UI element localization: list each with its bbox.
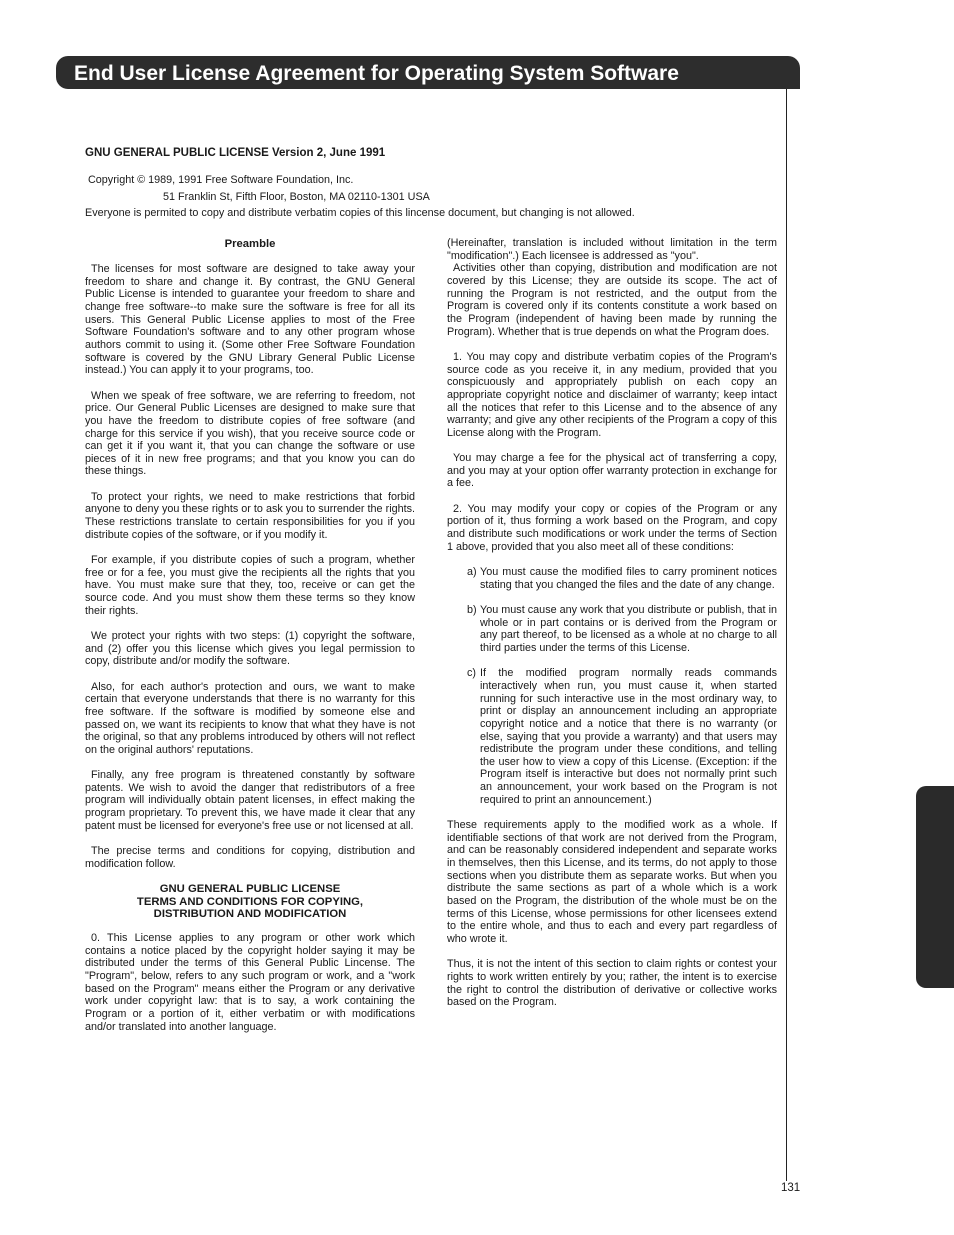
preamble-paragraph: For example, if you distribute copies of such a program, whether free or for a fee, you must give the recipients all the rights that you have. You must make sure that they, too, receive or can get the source code. And you must show them these terms so they know their rights. bbox=[85, 554, 415, 617]
terms-heading-line: GNU GENERAL PUBLIC LICENSE bbox=[159, 883, 341, 896]
preamble-paragraph: We protect your rights with two steps: (1) copyright the software, and (2) offer you this license which gives you legal permission to copy, distribute and/or modify the software. bbox=[85, 629, 415, 668]
section-2: 2. You may modify your copy or copies of the Program or any portion of it, thus forming a work based on the Program, and copy and distribute such modifications or work under the terms of Section 1 above, provided that you also meet all of these conditions: bbox=[447, 502, 777, 553]
preamble-paragraph: The precise terms and conditions for copying, distribution and modification follow. bbox=[85, 845, 415, 870]
condition-item bbox=[467, 604, 777, 655]
preamble-paragraph: When we speak of free software, we are referring to freedom, not price. Our General Public Licenses are designed to make sure that you have the freedom to distribute copies of free software (and charge for this service if you wish), that you receive source code or can get it if you want it, that you can change the software or use pieces of it in new free programs; and that you know you can do these things. bbox=[85, 389, 415, 478]
license-title: GNU GENERAL PUBLIC LICENSE Version 2, June 1991 bbox=[85, 147, 386, 159]
document-header bbox=[85, 146, 775, 221]
item-marker: a) bbox=[467, 566, 477, 578]
terms-heading bbox=[85, 883, 415, 921]
intent-paragraph: Thus, it is not the intent of this section to claim rights or contest your rights to work written entirely by you; rather, the intent is to exercise the right to control the distribution of derivative or collective works based on the Program. bbox=[447, 958, 777, 1009]
preamble-heading: Preamble bbox=[224, 238, 276, 250]
item-text: You must cause any work that you distribute or publish, that in whole or in part contains or is derived from the Program or any part thereof, to be licensed as a whole at no charge to all third parties under the terms of this License. bbox=[480, 603, 777, 654]
condition-item bbox=[467, 667, 777, 806]
page-title: End User License Agreement for Operating System Software bbox=[74, 62, 679, 85]
preamble-paragraph: Finally, any free program is threatened constantly by software patents. We wish to avoid the danger that redistributors of a free program will individually obtain patent licenses, in effect making the program proprietary. To prevent this, we have made it clear that any patent must be licensed for everyone's free use or not licensed at all. bbox=[85, 769, 415, 832]
item-marker: b) bbox=[467, 603, 477, 616]
fee-paragraph: You may charge a fee for the physical act of transferring a copy, and you may at your option offer warranty protection in exchange for a fee. bbox=[447, 452, 777, 490]
preamble-paragraph: Also, for each author's protection and ours, we want to make certain that everyone understands that there is no warranty for this free software. If the software is modified by someone else and passed on, we want its recipients to know that what they have is not the original, so that any problems introduced by others will not reflect on the original authors' reputations. bbox=[85, 680, 415, 756]
terms-heading-line: TERMS AND CONDITIONS FOR COPYING, bbox=[136, 895, 364, 908]
item-marker: c) bbox=[467, 667, 476, 680]
continued-paragraph: (Hereinafter, translation is included without limitation in the term "modification".) Each licensee is addressed as "you". bbox=[447, 237, 777, 262]
right-column bbox=[447, 237, 777, 1022]
left-column bbox=[85, 237, 415, 1046]
item-text: If the modified program normally reads commands interactively when run, you must cause it, when started running for such interactive use in the most ordinary way, to print or display an announcement including an appropriate copyright notice and a notice that there is no warranty (or else, saying that you provide a warranty) and that users may redistribute the program under these conditions, and telling the user how to view a copy of this License. (Exception: if the Program itself is interactive but does not normally print such an announcement, your work based on the Program is not required to print an announcement.) bbox=[480, 667, 777, 806]
section-0: 0. This License applies to any program or other work which contains a notice placed by the copyright holder saying it may be distributed under the terms of this General Public Lincense. The "Program", below, refers to any such program or work, and a "work based on the Program" means either the Program or any derivative work under copyright law: that is to say, a work containing the Program or a portion of it, either verbatim or with modifications and/or translated into another language. bbox=[85, 932, 415, 1033]
page-number: 131 bbox=[781, 1182, 801, 1194]
section-side-tab bbox=[916, 786, 954, 988]
address-line: 51 Franklin St, Fifth Floor, Boston, MA 02110-1301 USA bbox=[163, 191, 430, 203]
terms-heading-line: DISTRIBUTION AND MODIFICATION bbox=[153, 908, 347, 921]
preamble-paragraph: The licenses for most software are designed to take away your freedom to share and change it. By contrast, the GNU General Public License is intended to guarantee your freedom to share and change free software--to make sure the software is free for all its users. This General Public License applies to most of the Free Software Foundation's software and to any other program whose authors commit to using it. (Some other Free Software Foundation software is covered by the GNU Library General Public License instead.) You can apply it to your programs, too. bbox=[85, 263, 415, 377]
section-1: 1. You may copy and distribute verbatim copies of the Program's source code as you receive it, in any medium, provided that you conspicuously and appropriately publish on each copy an appropriate copyright notice and disclaimer of warranty; keep intact all the notices that refer to this License and to the absence of any warranty; and give any other recipients of the Program a copy of this License along with the Program. bbox=[447, 350, 777, 439]
item-text: You must cause the modified files to carry prominent notices stating that you changed the files and the date of any change. bbox=[480, 566, 777, 591]
vertical-divider bbox=[786, 89, 787, 1181]
permission-line: Everyone is permited to copy and distribute verbatim copies of this lincense document, but changing is not allowed. bbox=[85, 207, 635, 219]
preamble-paragraph: To protect your rights, we need to make restrictions that forbid anyone to deny you these rights or to ask you to surrender the rights. These restrictions translate to certain responsibilities for you if you distribute copies of the software, or if you modify it. bbox=[85, 490, 415, 541]
requirements-paragraph: These requirements apply to the modified work as a whole. If identifiable sections of that work are not derived from the Program, and can be reasonably considered independent and separate works in themselves, then this License, and its terms, do not apply to those sections when you distribute them as separate works. But when you distribute the same sections as part of a whole which is a work based on the Program, the distribution of the whole must be on the terms of this License, whose permissions for other licensees extend to the entire whole, and thus to each and every part regardless of who wrote it. bbox=[447, 819, 777, 945]
copyright-line: Copyright © 1989, 1991 Free Software Foundation, Inc. bbox=[88, 174, 354, 186]
activities-paragraph: Activities other than copying, distribution and modification are not covered by this License; they are outside its scope. The act of running the Program is not restricted, and the output from the Program is covered only if its contents constitute a work based on the Program (independent of having been made by running the Program). Whether that is true depends on what the Program does. bbox=[447, 262, 777, 338]
condition-item bbox=[467, 566, 777, 591]
